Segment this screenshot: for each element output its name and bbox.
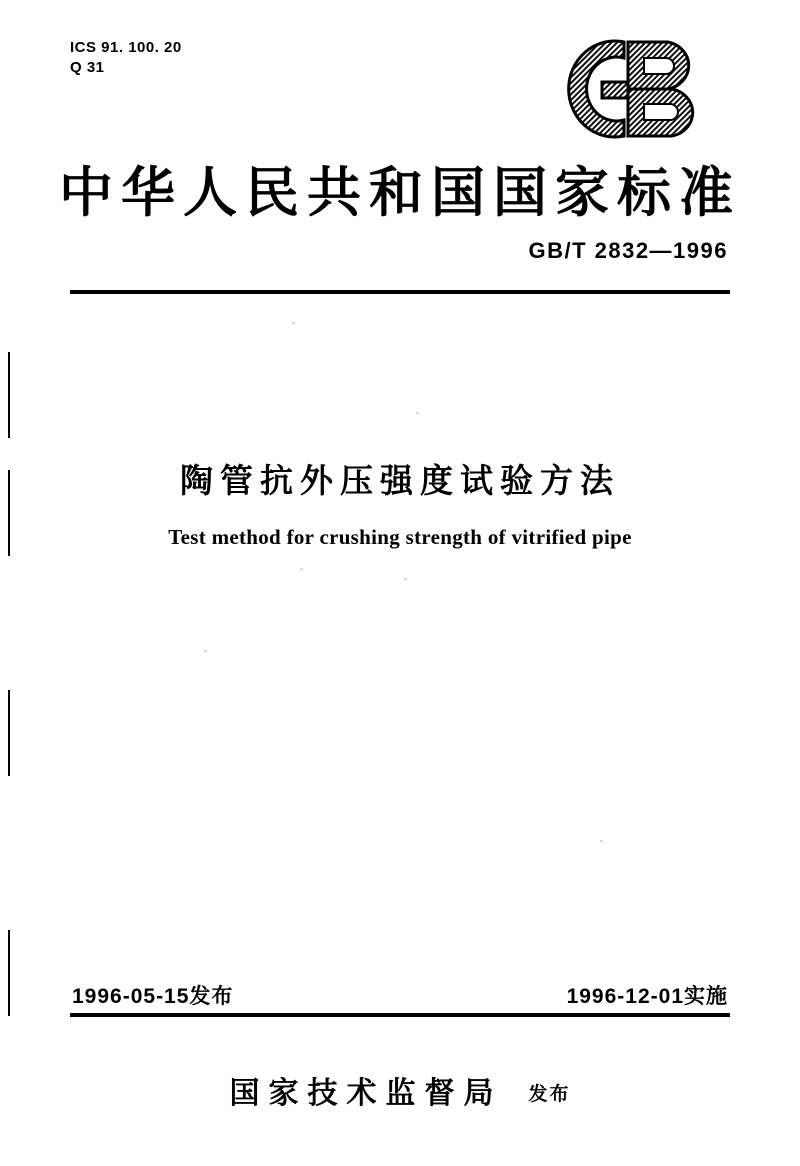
issue-date: 1996-05-15发布 xyxy=(72,985,234,1008)
classification-code: Q 31 xyxy=(70,59,105,77)
binding-mark-bottom xyxy=(8,930,10,1016)
publisher-name: 国家技术监督局 xyxy=(229,1077,503,1110)
scan-speckle xyxy=(204,650,207,652)
document-title-en: Test method for crushing strength of vitrified pipe xyxy=(168,525,632,549)
scan-speckle xyxy=(404,578,407,580)
header-divider xyxy=(70,290,730,294)
scan-speckle xyxy=(292,322,295,324)
scan-speckle xyxy=(600,840,603,842)
binding-mark-top xyxy=(8,352,10,438)
binding-mark-lower xyxy=(8,690,10,776)
scan-speckle xyxy=(416,412,419,414)
national-standard-title: 中华人民共和国国家标准 xyxy=(59,163,741,223)
ics-classification-block xyxy=(70,38,182,79)
document-title-cn: 陶管抗外压强度试验方法 xyxy=(180,462,620,499)
scan-speckle xyxy=(300,568,303,570)
effective-date: 1996-12-01实施 xyxy=(566,985,728,1008)
gb-emblem-icon xyxy=(562,34,712,144)
footer-divider xyxy=(70,1013,730,1017)
ics-code: ICS 91. 100. 20 xyxy=(70,39,182,56)
publish-verb: 发布 xyxy=(528,1084,571,1105)
standard-number: GB/T 2832—1996 xyxy=(528,238,728,263)
publisher-row xyxy=(0,1068,800,1112)
